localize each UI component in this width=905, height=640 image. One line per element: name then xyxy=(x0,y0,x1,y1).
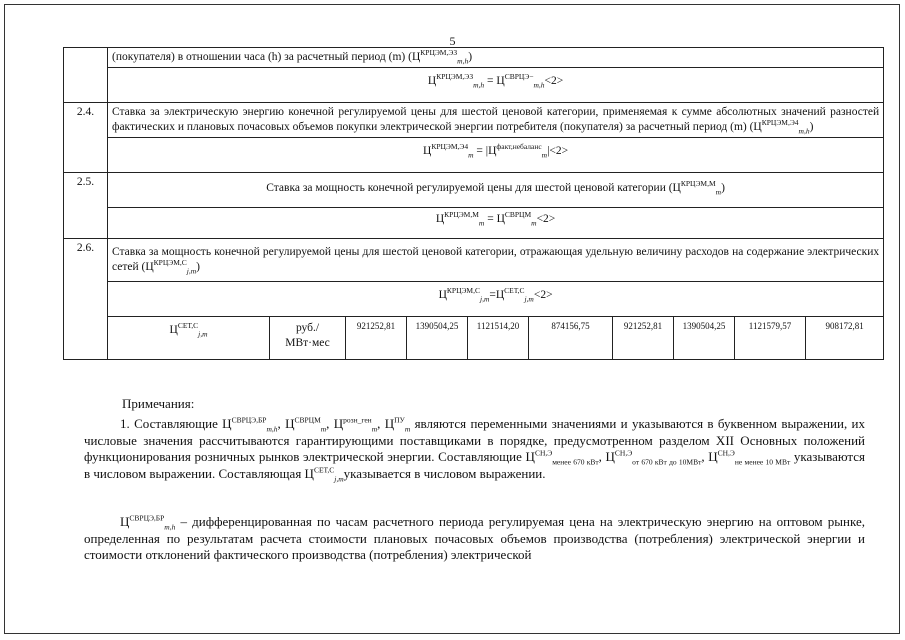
table-row xyxy=(64,173,884,208)
table-row xyxy=(64,208,884,239)
formula: $Ц^{КРЦЭМ,Э4}_m = |Ц^{факт,небаланс}_m|<2>$ xyxy=(423,142,569,160)
formula-cell xyxy=(108,68,884,103)
row-description: Ставка за мощность конечной регулируемой цены для шестой ценовой категории, отражающая удельную величину расходов на содержание электрических сетей $(Ц^{КРЦЭМ,С}_{j,m})$ xyxy=(108,239,884,282)
table-row xyxy=(64,48,884,68)
table-row xyxy=(64,138,884,173)
row-description: Ставка за мощность конечной регулируемой цены для шестой ценовой категории $(Ц^{КРЦЭМ,М}_m)$ xyxy=(108,173,884,208)
value-cell: 1121514,20 xyxy=(468,317,529,360)
table-row xyxy=(64,68,884,103)
notes-paragraph-2 xyxy=(84,514,865,564)
value-cell: 908172,81 xyxy=(806,317,884,360)
value-cell: 921252,81 xyxy=(346,317,407,360)
value-cell: 921252,81 xyxy=(613,317,674,360)
tariff-table xyxy=(63,47,884,360)
table-row xyxy=(64,282,884,317)
formula: $Ц^{КРЦЭМ,ЭЗ}_{m,h} = Ц^{СВРЦЭ-}_{m,h}<2>$ xyxy=(427,72,564,90)
value-label: $Ц^{СЕТ,С}_{j,m}$ xyxy=(108,317,270,360)
value-cell: 1121579,57 xyxy=(735,317,806,360)
notes-paragraph-1 xyxy=(84,416,865,482)
value-cell: 1390504,25 xyxy=(674,317,735,360)
row-number: 2.6. xyxy=(64,239,108,360)
row-description: (покупателя) в отношении часа (h) за расчетный период (m) $(Ц^{КРЦЭМ,ЭЗ}_{m,h})$ xyxy=(108,48,884,68)
table-row xyxy=(64,103,884,138)
paragraph-text: $Ц^{СВРЦЭ,БР}_{m,h}$ – дифференцированная по часам расчетного периода регулируемая цена на электрическую энергию на оптовом рынке, определенная по результатам расчета стоимости плановых почасовых объемов производства (потребления) электрической энергии и стоимости отклонений фактического производства (потребления) электрической xyxy=(84,513,865,562)
formula-cell xyxy=(108,208,884,239)
row-description: Ставка за электрическую энергию конечной регулируемой цены для шестой ценовой категории, применяемая к сумме абсолютных значений разностей фактических и плановых почасовых объемов покупки электрической энергии потребителя (покупателя) за расчетный период (m) $(Ц^{КРЦЭМ,Э4}_{m,h})$ xyxy=(108,103,884,138)
value-cell: 1390504,25 xyxy=(407,317,468,360)
page-number: 5 xyxy=(449,34,456,48)
formula-cell xyxy=(108,138,884,173)
notes-heading: Примечания: xyxy=(122,396,195,411)
row-number: 2.4. xyxy=(64,103,108,173)
row-number: 2.5. xyxy=(64,173,108,239)
unit-cell: руб./ МВт·мес xyxy=(270,317,346,360)
paragraph-text: 1. Составляющие $Ц^{СВРЦЭ,БР}_{m,h}$, $Ц^{СВРЦМ}_m$, $Ц^{розн\_ген}_m$, $Ц^{ПУ}_m$ являются переменными значениями и указываются в буквенном выражении, их числовые значения рассчитываются гарантирующими поставщиками в порядке, предусмотренном разделом XII Основных положений функционирования розничных рынков электрической энергии. Составляющие $Ц^{СН,Э}_{менее 670 кВт}$, $Ц^{СН,Э}_{от 670 кВт до 10МВт}$, $Ц^{СН,Э}_{не менее 10 МВт}$ указываются в числовом выражении. Составляющая $Ц^{СЕТ,С}_{j,m}указывается$ в числовом выражении. xyxy=(84,415,865,484)
table-row xyxy=(64,317,884,360)
row-number-cell xyxy=(64,48,108,103)
formula: $Ц^{КРЦЭМ,С}_{j,m}=Ц^{СЕТ,С}_{j,m}<2>$ xyxy=(438,286,553,304)
table-row xyxy=(64,239,884,282)
formula-cell xyxy=(108,282,884,317)
value-cell: 874156,75 xyxy=(529,317,613,360)
formula: $Ц^{КРЦЭМ,М}_m = Ц^{СВРЦМ}_m<2>$ xyxy=(435,210,556,228)
